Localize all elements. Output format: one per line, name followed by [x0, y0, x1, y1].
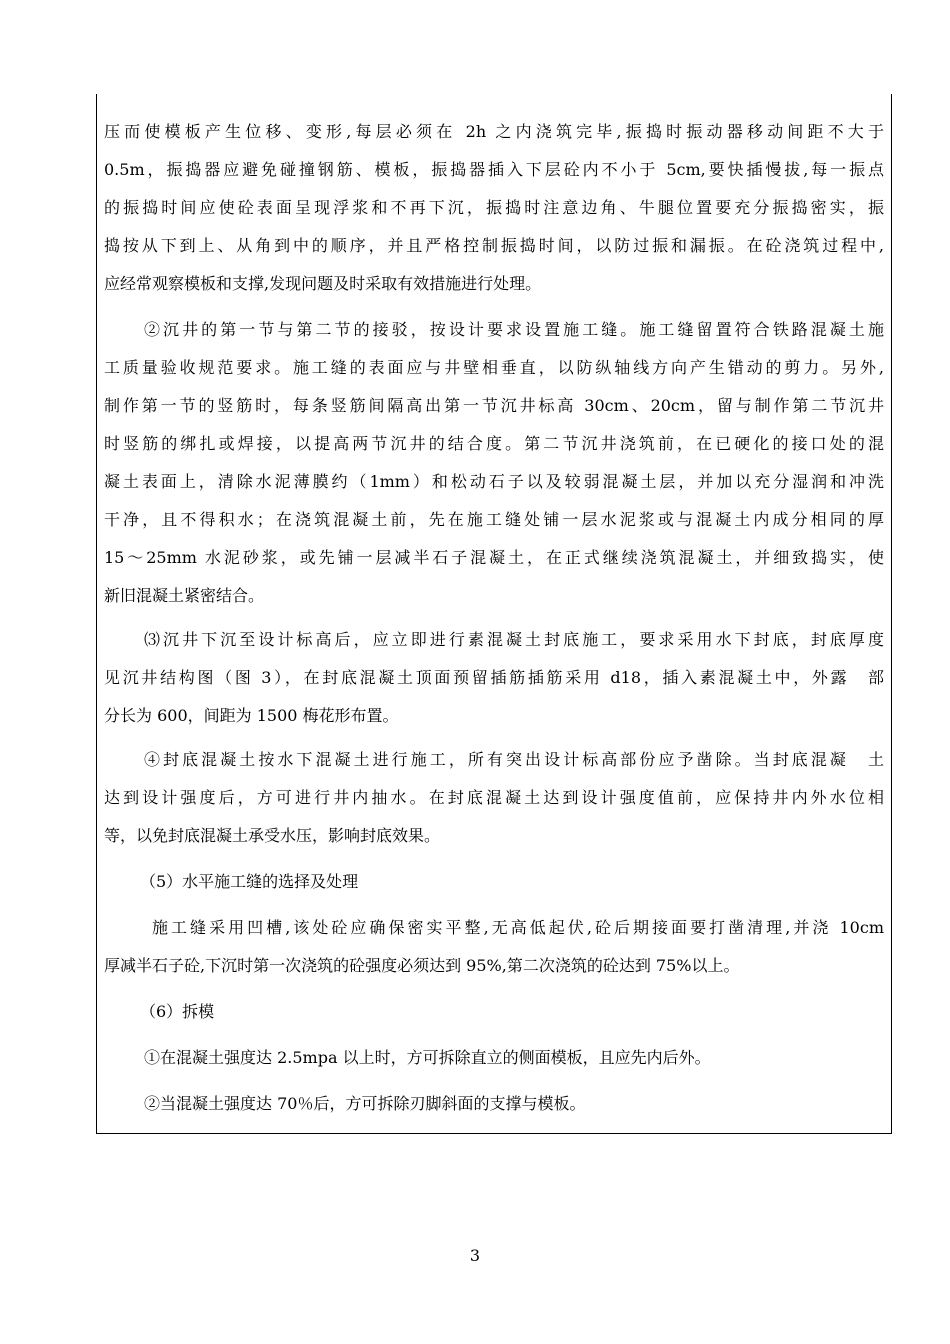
text-line: 干净，且不得积水；在浇筑混凝土前，先在施工缝处铺一层水泥浆或与混凝土内成分相同的厚 [104, 510, 884, 529]
page-number: 3 [469, 1246, 481, 1265]
text-line: 工质量验收规范要求。施工缝的表面应与井壁相垂直，以防纵轴线方向产生错动的剪力。另外, [104, 358, 884, 377]
text-line: 新旧混凝土紧密结合。 [104, 586, 265, 605]
text-line: 15～25mm 水泥砂浆，或先铺一层减半石子混凝土，在正式继续浇筑混凝土，并细致捣实，使 [104, 548, 884, 567]
text-line: 时竖筋的绑扎或焊接，以提高两节沉井的结合度。第二节沉井浇筑前，在已硬化的接口处的混 [104, 434, 884, 453]
section-heading: （5）水平施工缝的选择及处理 [140, 872, 359, 891]
text-line: 等，以免封底混凝土承受水压，影响封底效果。 [104, 826, 441, 845]
text-line: ④封底混凝土按水下混凝土进行施工，所有突出设计标高部份应予凿除。当封底混凝 土 [144, 750, 884, 769]
text-line: ①在混凝土强度达 2.5mpa 以上时，方可拆除直立的侧面模板，且应先内后外。 [144, 1048, 711, 1067]
text-line: 的振捣时间应使砼表面呈现浮浆和不再下沉，振捣时注意边角、牛腿位置要充分振捣密实，振 [104, 198, 884, 217]
text-line: 应经常观察模板和支撑,发现问题及时采取有效措施进行处理。 [104, 274, 542, 293]
text-line: 凝土表面上，清除水泥薄膜约（1mm）和松动石子以及较弱混凝土层，并加以充分湿润和冲洗 [104, 472, 884, 491]
text-line: 制作第一节的竖筋时，每条竖筋间隔高出第一节沉井标高 30cm、20cm，留与制作第二节沉井 [104, 396, 884, 415]
text-line: 见沉井结构图（图 3），在封底混凝土顶面预留插筋插筋采用 d18，插入素混凝土中，外露 部 [104, 668, 884, 687]
text-line: 厚减半石子砼,下沉时第一次浇筑的砼强度必须达到 95%,第二次浇筑的砼达到 75%以上。 [104, 956, 740, 975]
text-line: ②沉井的第一节与第二节的接驳，按设计要求设置施工缝。施工缝留置符合铁路混凝土施 [144, 320, 884, 339]
text-line: 分长为 600，间距为 1500 梅花形布置。 [104, 706, 399, 725]
text-line: 压而使模板产生位移、变形,每层必须在 2h 之内浇筑完毕,振捣时振动器移动间距不大于 [104, 122, 884, 141]
section-heading: （6）拆模 [140, 1002, 215, 1021]
text-line: ②当混凝土强度达 70％后，方可拆除刃脚斜面的支撑与模板。 [144, 1094, 586, 1113]
text-line: 捣按从下到上、从角到中的顺序，并且严格控制振捣时间，以防过振和漏振。在砼浇筑过程中, [104, 236, 884, 255]
text-line: 施工缝采用凹槽,该处砼应确保密实平整,无高低起伏,砼后期接面要打凿清理,并浇 10cm [152, 918, 884, 937]
text-line: 达到设计强度后，方可进行井内抽水。在封底混凝土达到设计强度值前，应保持井内外水位相 [104, 788, 884, 807]
text-line: 0.5m，振捣器应避免碰撞钢筋、模板，振捣器插入下层砼内不小于 5cm,要快插慢拔,每一振点 [104, 160, 884, 179]
text-line: ⑶沉井下沉至设计标高后，应立即进行素混凝土封底施工，要求采用水下封底，封底厚度 [144, 630, 884, 649]
